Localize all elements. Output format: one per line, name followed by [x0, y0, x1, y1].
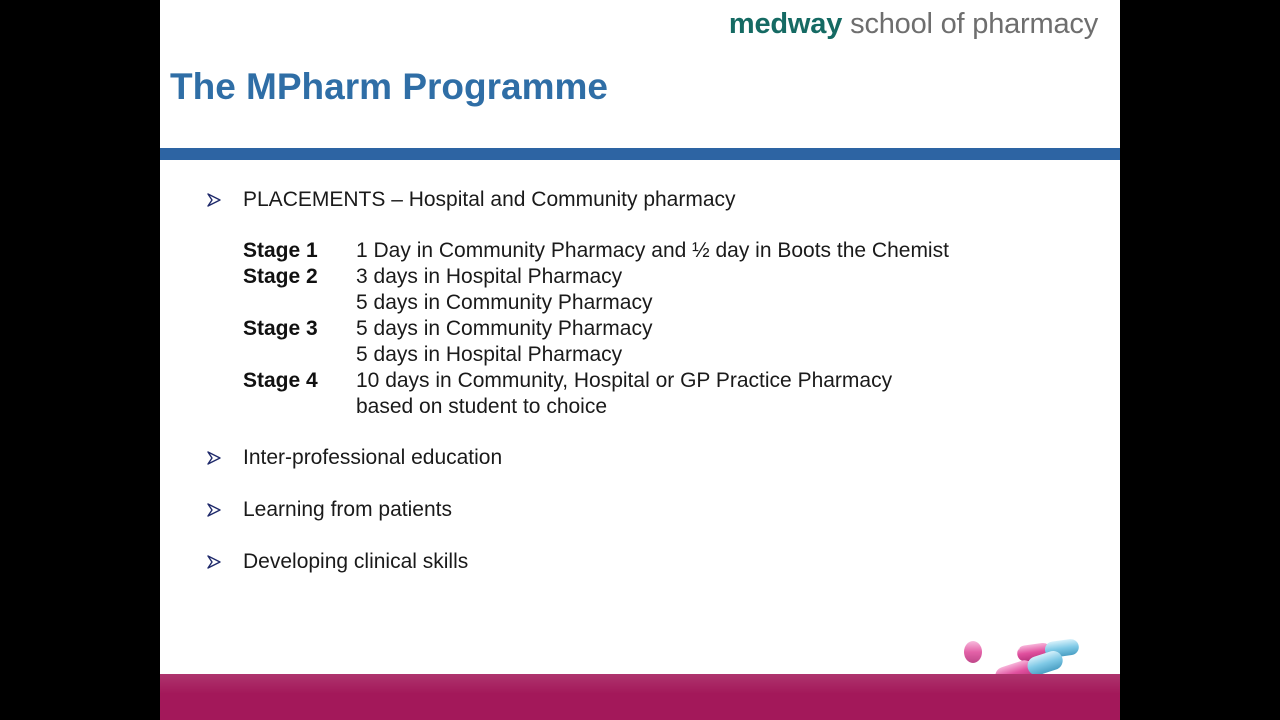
footer-highlight [160, 674, 1120, 694]
title-divider [160, 148, 1120, 160]
slide [160, 0, 1120, 720]
arrowhead-bullet-icon [207, 193, 221, 207]
bullet-item-clinical-skills [207, 549, 469, 575]
stage-detail: 1 Day in Community Pharmacy and ½ day in Boots the Chemist [356, 239, 949, 262]
bullet-text: Learning from patients [243, 498, 452, 521]
arrowhead-bullet-icon [207, 451, 221, 465]
bullet-text: PLACEMENTS – Hospital and Community pharmacy [243, 188, 736, 211]
bullet-text: Developing clinical skills [243, 550, 469, 573]
slide-title: The MPharm Programme [170, 66, 608, 107]
stage-detail: 5 days in Community Pharmacy [356, 317, 653, 340]
bullet-text: Inter-professional education [243, 446, 503, 469]
stage-detail: 5 days in Hospital Pharmacy [356, 343, 623, 366]
arrowhead-bullet-icon [207, 503, 221, 517]
stage-label: Stage 4 [243, 369, 318, 392]
stage-label: Stage 1 [243, 239, 318, 262]
brand-name-bold: medway [728, 8, 843, 40]
brand-name-light: school of pharmacy [850, 8, 1098, 40]
brand-logo [729, 6, 1098, 42]
arrowhead-bullet-icon [207, 555, 221, 569]
stage-detail: 10 days in Community, Hospital or GP Practice Pharmacy [356, 369, 893, 392]
bullet-item-interprofessional [207, 445, 503, 471]
bullet-item-placements [207, 187, 736, 213]
stage-detail: 3 days in Hospital Pharmacy [356, 265, 623, 288]
bullet-item-patients [207, 497, 452, 523]
stage-detail: based on student to choice [356, 395, 608, 418]
stage-label: Stage 3 [243, 317, 318, 340]
stage-detail: 5 days in Community Pharmacy [356, 291, 653, 314]
stage-label: Stage 2 [243, 265, 318, 288]
